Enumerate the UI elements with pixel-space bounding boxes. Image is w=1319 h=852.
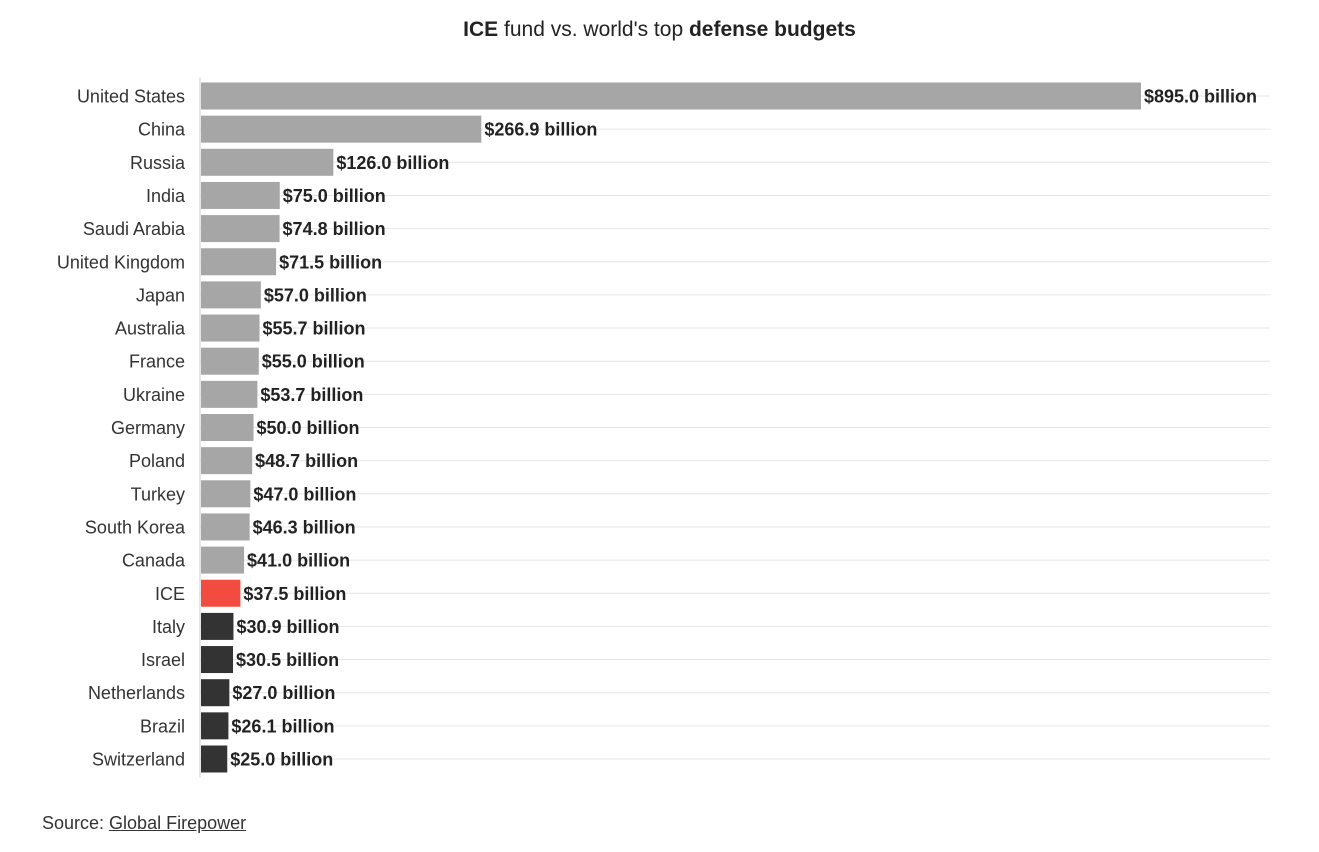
value-label: $50.0 billion (256, 418, 360, 438)
source-prefix: Source: (42, 813, 110, 833)
bar (201, 83, 1141, 110)
category-label: Ukraine (122, 384, 185, 405)
category-label: United States (76, 86, 185, 107)
category-label: Turkey (130, 484, 185, 505)
bar (201, 348, 259, 375)
bar (201, 315, 260, 342)
bar (201, 248, 276, 275)
category-label: Japan (135, 285, 185, 306)
value-label: $75.0 billion (282, 185, 386, 206)
category-label: Canada (121, 550, 185, 571)
bar (201, 513, 250, 540)
value-label: $126.0 billion (336, 152, 450, 173)
chart-title-bold-ice: ICE (463, 18, 499, 41)
category-label: Italy (151, 616, 185, 637)
value-label: $55.7 billion (262, 318, 366, 339)
value-label: $55.0 billion (261, 351, 365, 372)
category-label: India (145, 185, 185, 206)
bar (201, 116, 481, 143)
bar (201, 613, 233, 640)
bar (201, 182, 280, 209)
value-label: $266.9 billion (484, 119, 598, 140)
source-link[interactable]: Global Firepower (109, 813, 247, 833)
value-label: $47.0 billion (253, 484, 357, 505)
value-label: $71.5 billion (279, 252, 383, 273)
category-label: South Korea (84, 517, 185, 538)
value-label: $27.0 billion (232, 683, 336, 704)
bar (201, 215, 280, 242)
category-label: Russia (129, 152, 185, 173)
category-label: France (128, 351, 185, 372)
value-label: $46.3 billion (252, 517, 356, 538)
bar (201, 281, 261, 308)
value-label: $30.5 billion (236, 650, 340, 671)
bar (201, 381, 257, 408)
value-label: $48.7 billion (255, 451, 359, 472)
category-label: Australia (114, 318, 185, 339)
source-note (42, 813, 246, 834)
category-label: China (137, 119, 185, 140)
value-label: $25.0 billion (230, 749, 334, 770)
category-label: Saudi Arabia (82, 219, 185, 240)
category-label: Netherlands (87, 683, 185, 704)
category-label: Switzerland (91, 749, 185, 770)
bar (201, 547, 244, 574)
category-label: Poland (128, 451, 185, 472)
category-label: Israel (140, 650, 185, 671)
category-label: United Kingdom (56, 252, 185, 273)
value-label: $53.7 billion (260, 384, 364, 405)
category-label: ICE (154, 583, 185, 604)
value-label: $30.9 billion (236, 616, 340, 637)
bar (201, 712, 228, 739)
value-label: $57.0 billion (263, 285, 367, 306)
value-label: $26.1 billion (231, 716, 335, 737)
value-label: $895.0 billion (1144, 86, 1258, 107)
bar (201, 580, 240, 607)
bar (201, 149, 333, 176)
chart-title-bold-defense: defense budgets (688, 18, 856, 41)
bar (201, 447, 252, 474)
bar (201, 414, 254, 441)
bar (201, 746, 227, 773)
category-label: Brazil (139, 716, 185, 737)
value-label: $37.5 billion (243, 583, 347, 604)
bar (201, 646, 233, 673)
category-label: Germany (110, 418, 185, 438)
value-label: $41.0 billion (247, 550, 351, 571)
chart-title-middle: fund vs. world's top (498, 18, 689, 41)
bar (201, 679, 229, 706)
bar (201, 480, 250, 507)
value-label: $74.8 billion (282, 219, 386, 240)
